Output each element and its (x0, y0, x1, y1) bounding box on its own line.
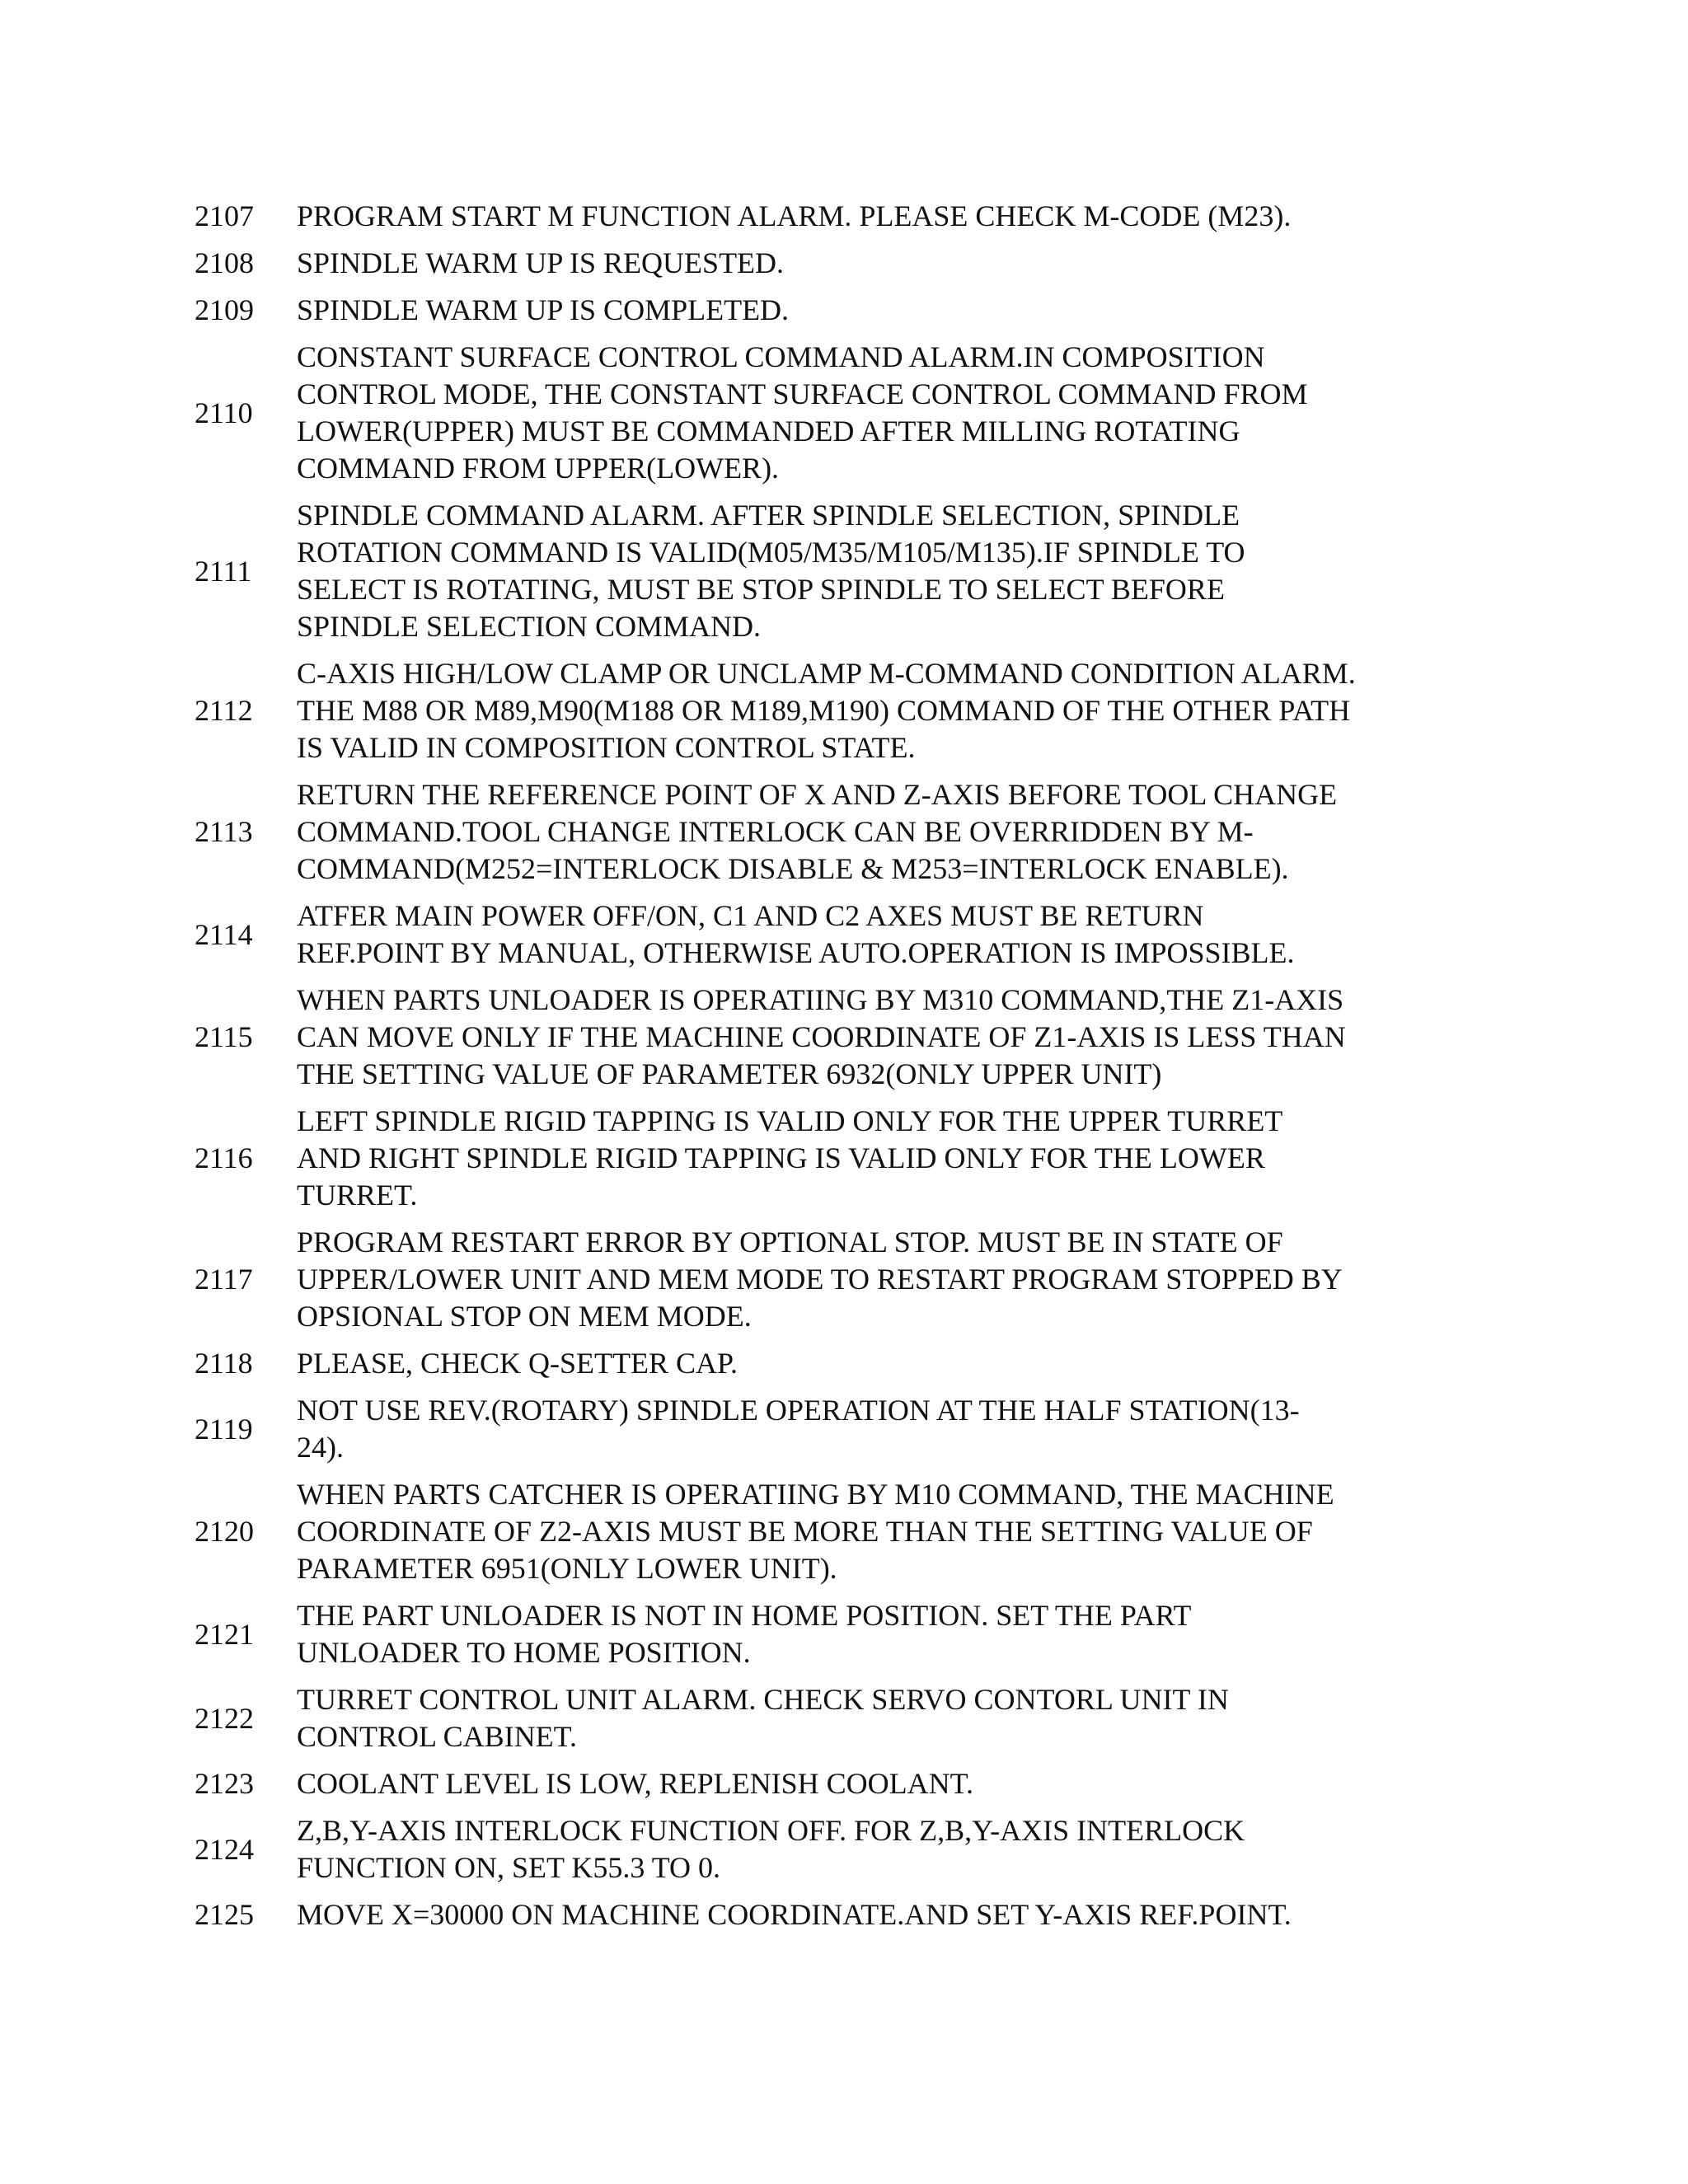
alarm-row (195, 1597, 1513, 1671)
alarm-row (195, 982, 1513, 1093)
alarm-message (297, 1812, 1513, 1886)
alarm-code: 2122 (195, 1701, 254, 1735)
alarm-code: 2120 (195, 1515, 254, 1548)
alarm-message-line: SPINDLE SELECTION COMMAND. (297, 610, 762, 643)
alarm-code: 2121 (195, 1617, 254, 1651)
alarm-message-line: FUNCTION ON, SET K55.3 TO 0. (297, 1851, 721, 1884)
alarm-row (195, 1392, 1513, 1466)
alarm-message (297, 245, 1513, 282)
alarm-message (297, 1345, 1513, 1382)
alarm-message-line: C-AXIS HIGH/LOW CLAMP OR UNCLAMP M-COMMAND CONDITION ALARM. (297, 657, 1356, 690)
alarm-message-line: OPSIONAL STOP ON MEM MODE. (297, 1300, 752, 1333)
alarm-code: 2112 (195, 694, 253, 727)
alarm-message-line: TURRET CONTROL UNIT ALARM. CHECK SERVO CONTORL UNIT IN (297, 1683, 1229, 1716)
alarm-message (297, 292, 1513, 329)
alarm-message-line: WHEN PARTS CATCHER IS OPERATIING BY M10 COMMAND, THE MACHINE (297, 1478, 1334, 1511)
alarm-code: 2117 (195, 1263, 253, 1296)
alarm-code: 2107 (195, 199, 254, 232)
alarm-message-line: UNLOADER TO HOME POSITION. (297, 1636, 751, 1669)
alarm-code: 2114 (195, 917, 253, 951)
alarm-message-line: PROGRAM START M FUNCTION ALARM. PLEASE CHECK M-CODE (M23). (297, 199, 1292, 232)
alarm-message-line: RETURN THE REFERENCE POINT OF X AND Z-AXIS BEFORE TOOL CHANGE (297, 778, 1338, 811)
alarm-list (195, 198, 1513, 1943)
alarm-message-line: CONSTANT SURFACE CONTROL COMMAND ALARM.IN COMPOSITION (297, 340, 1265, 373)
alarm-message-line: THE M88 OR M89,M90(M188 OR M189,M190) COMMAND OF THE OTHER PATH (297, 694, 1351, 727)
alarm-message (297, 1597, 1513, 1671)
alarm-message (297, 1224, 1513, 1335)
alarm-message (297, 1681, 1513, 1755)
alarm-code: 2123 (195, 1767, 254, 1800)
alarm-message (297, 339, 1513, 487)
alarm-code: 2116 (195, 1141, 253, 1174)
alarm-row (195, 1103, 1513, 1214)
alarm-message-line: 24). (297, 1431, 344, 1464)
alarm-row (195, 1224, 1513, 1335)
alarm-code: 2110 (195, 396, 253, 429)
alarm-message-line: COMMAND FROM UPPER(LOWER). (297, 452, 780, 485)
alarm-message (297, 655, 1513, 766)
alarm-message-line: AND RIGHT SPINDLE RIGID TAPPING IS VALID ONLY FOR THE LOWER (297, 1141, 1265, 1174)
alarm-message-line: SELECT IS ROTATING, MUST BE STOP SPINDLE TO SELECT BEFORE (297, 573, 1225, 606)
alarm-message (297, 1476, 1513, 1587)
alarm-row (195, 1681, 1513, 1755)
alarm-row (195, 198, 1513, 235)
alarm-message-line: LOWER(UPPER) MUST BE COMMANDED AFTER MILLING ROTATING (297, 415, 1240, 448)
alarm-message-line: COMMAND.TOOL CHANGE INTERLOCK CAN BE OVERRIDDEN BY M- (297, 815, 1254, 848)
alarm-row (195, 655, 1513, 766)
alarm-message-line: PARAMETER 6951(ONLY LOWER UNIT). (297, 1552, 837, 1585)
alarm-message-line: WHEN PARTS UNLOADER IS OPERATIING BY M310 COMMAND,THE Z1-AXIS (297, 983, 1344, 1016)
alarm-code: 2115 (195, 1020, 253, 1053)
alarm-row (195, 1765, 1513, 1802)
alarm-row (195, 245, 1513, 282)
alarm-message-line: SPINDLE COMMAND ALARM. AFTER SPINDLE SELECTION, SPINDLE (297, 499, 1240, 532)
alarm-code: 2124 (195, 1832, 254, 1866)
alarm-message-line: PLEASE, CHECK Q-SETTER CAP. (297, 1347, 738, 1380)
alarm-message-line: UPPER/LOWER UNIT AND MEM MODE TO RESTART PROGRAM STOPPED BY (297, 1263, 1343, 1296)
alarm-message-line: CONTROL CABINET. (297, 1720, 577, 1753)
alarm-message-line: THE SETTING VALUE OF PARAMETER 6932(ONLY UPPER UNIT) (297, 1057, 1162, 1090)
alarm-row (195, 1345, 1513, 1382)
alarm-message-line: ROTATION COMMAND IS VALID(M05/M35/M105/M135).IF SPINDLE TO (297, 536, 1245, 569)
alarm-row (195, 1812, 1513, 1886)
alarm-message-line: CAN MOVE ONLY IF THE MACHINE COORDINATE OF Z1-AXIS IS LESS THAN (297, 1020, 1346, 1053)
alarm-message (297, 198, 1513, 235)
alarm-message-line: SPINDLE WARM UP IS COMPLETED. (297, 293, 790, 326)
alarm-message (297, 776, 1513, 888)
alarm-code: 2113 (195, 815, 253, 848)
alarm-code: 2108 (195, 246, 254, 279)
alarm-message (297, 1765, 1513, 1802)
alarm-message-line: IS VALID IN COMPOSITION CONTROL STATE. (297, 731, 916, 764)
alarm-code: 2109 (195, 293, 254, 326)
alarm-message (297, 898, 1513, 972)
alarm-message-line: COMMAND(M252=INTERLOCK DISABLE & M253=INTERLOCK ENABLE). (297, 852, 1289, 885)
alarm-message-line: ATFER MAIN POWER OFF/ON, C1 AND C2 AXES MUST BE RETURN (297, 899, 1204, 932)
alarm-code: 2118 (195, 1347, 253, 1380)
alarm-message (297, 982, 1513, 1093)
alarm-message-line: PROGRAM RESTART ERROR BY OPTIONAL STOP. MUST BE IN STATE OF (297, 1226, 1283, 1258)
alarm-message-line: TURRET. (297, 1179, 418, 1212)
alarm-message-line: THE PART UNLOADER IS NOT IN HOME POSITION. SET THE PART (297, 1599, 1192, 1632)
alarm-code: 2111 (195, 554, 252, 588)
alarm-message-line: CONTROL MODE, THE CONSTANT SURFACE CONTROL COMMAND FROM (297, 377, 1308, 410)
alarm-row (195, 1476, 1513, 1587)
alarm-message (297, 497, 1513, 645)
alarm-message-line: Z,B,Y-AXIS INTERLOCK FUNCTION OFF. FOR Z,B,Y-AXIS INTERLOCK (297, 1814, 1245, 1847)
alarm-row (195, 292, 1513, 329)
alarm-message-line: LEFT SPINDLE RIGID TAPPING IS VALID ONLY FOR THE UPPER TURRET (297, 1104, 1283, 1137)
alarm-message (297, 1896, 1513, 1933)
alarm-message-line: COORDINATE OF Z2-AXIS MUST BE MORE THAN THE SETTING VALUE OF (297, 1515, 1313, 1548)
alarm-message-line: SPINDLE WARM UP IS REQUESTED. (297, 246, 785, 279)
alarm-row (195, 776, 1513, 888)
alarm-message-line: NOT USE REV.(ROTARY) SPINDLE OPERATION AT THE HALF STATION(13- (297, 1394, 1300, 1427)
alarm-code: 2125 (195, 1898, 254, 1931)
alarm-code: 2119 (195, 1412, 253, 1446)
alarm-message (297, 1103, 1513, 1214)
alarm-message-line: COOLANT LEVEL IS LOW, REPLENISH COOLANT. (297, 1767, 973, 1800)
alarm-message-line: MOVE X=30000 ON MACHINE COORDINATE.AND SET Y-AXIS REF.POINT. (297, 1898, 1292, 1931)
alarm-row (195, 497, 1513, 645)
alarm-message-line: REF.POINT BY MANUAL, OTHERWISE AUTO.OPERATION IS IMPOSSIBLE. (297, 936, 1295, 969)
alarm-message (297, 1392, 1513, 1466)
alarm-row (195, 1896, 1513, 1933)
alarm-row (195, 339, 1513, 487)
alarm-row (195, 898, 1513, 972)
